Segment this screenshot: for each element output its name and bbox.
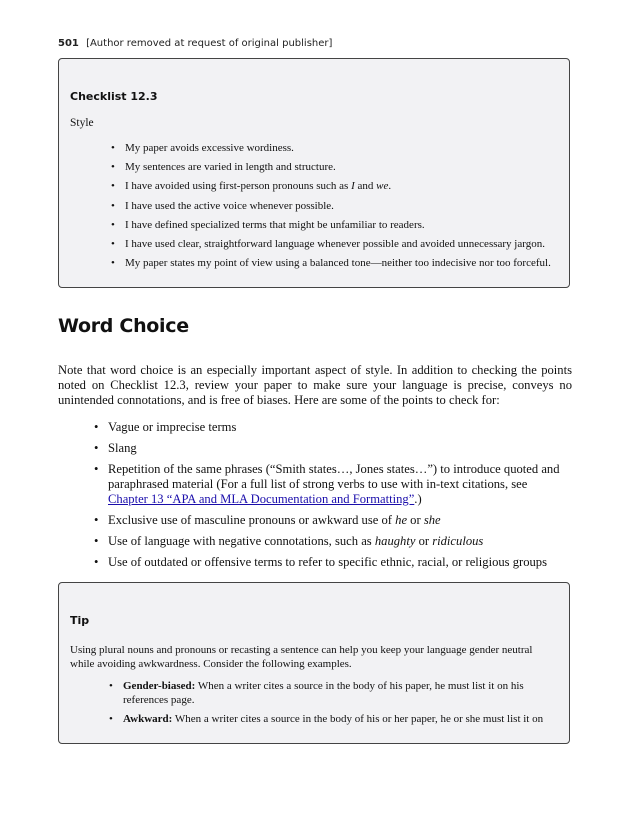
item-text: or <box>407 513 424 527</box>
checklist-item: • I have used clear, straightforward language whenever possible and avoided unnecessary jargon. <box>111 237 561 251</box>
checklist-title: Checklist 12.3 <box>70 90 158 103</box>
example-text: When a writer cites a source in the body of his paper, he must list it on his references page. <box>123 680 524 706</box>
emphasis-term: ridiculous <box>432 534 484 548</box>
list-item: • Slang <box>94 441 564 456</box>
emphasis-term: we <box>376 180 389 193</box>
running-head-text: [Author removed at request of original publisher] <box>86 38 333 49</box>
checklist-list <box>111 141 561 275</box>
list-item <box>94 534 564 549</box>
chapter-13-link[interactable]: Chapter 13 “APA and MLA Documentation and Formatting” <box>108 492 415 506</box>
emphasis-term: he <box>395 513 408 527</box>
item-text: Exclusive use of masculine pronouns or awkward use of <box>108 513 396 527</box>
item-text: .) <box>414 492 422 506</box>
item-text: or <box>415 534 433 548</box>
item-text: I have avoided using first-person pronouns such as <box>125 180 352 193</box>
tip-example <box>109 712 549 726</box>
checklist-item: • I have used the active voice whenever possible. <box>111 199 561 213</box>
word-choice-list <box>94 420 564 576</box>
checklist-item <box>111 179 561 193</box>
tip-box <box>58 582 570 744</box>
tip-example <box>109 679 549 707</box>
tip-body: Using plural nouns and pronouns or recasting a sentence can help you keep your language gender neutral while avoiding awkwardness. Consider the following examples. <box>70 644 533 670</box>
checklist-item: • My sentences are varied in length and structure. <box>111 160 561 174</box>
emphasis-term: I <box>351 180 355 193</box>
checklist-subtitle: Style <box>70 117 94 129</box>
checklist-item: • My paper states my point of view using a balanced tone—neither too indecisive nor too forceful. <box>111 256 561 270</box>
tip-title: Tip <box>70 614 90 627</box>
checklist-box <box>58 58 570 288</box>
list-item <box>94 513 564 528</box>
item-text: and <box>354 180 377 193</box>
list-item: • Use of outdated or offensive terms to refer to specific ethnic, racial, or religious groups <box>94 555 564 570</box>
tip-examples-list <box>109 679 549 731</box>
list-item <box>94 462 564 507</box>
running-head <box>58 38 332 49</box>
item-text: Repetition of the same phrases (“Smith states…, Jones states…”) to introduce quoted and paraphrased material (For a full list of strong verbs to use with in-text citations, see <box>108 462 560 491</box>
checklist-item: • My paper avoids excessive wordiness. <box>111 141 561 155</box>
item-text: . <box>388 180 392 193</box>
example-label: Gender-biased: <box>123 680 196 692</box>
example-label: Awkward: <box>123 713 173 725</box>
intro-paragraph: Note that word choice is an especially important aspect of style. In addition to checking the points noted on Checklist 12.3, review your paper to make sure your language is precise, conveys no unintended connotations, and is free of biases. Here are some of the points to check for: <box>58 363 572 408</box>
section-heading: Word Choice <box>58 315 189 337</box>
emphasis-term: she <box>423 513 441 527</box>
list-item: • Vague or imprecise terms <box>94 420 564 435</box>
page-number: 501 <box>58 38 79 49</box>
emphasis-term: haughty <box>374 534 416 548</box>
checklist-item: • I have defined specialized terms that might be unfamiliar to readers. <box>111 218 561 232</box>
example-text: When a writer cites a source in the body of his or her paper, he or she must list it on <box>172 713 544 725</box>
item-text: Use of language with negative connotations, such as <box>108 534 375 548</box>
